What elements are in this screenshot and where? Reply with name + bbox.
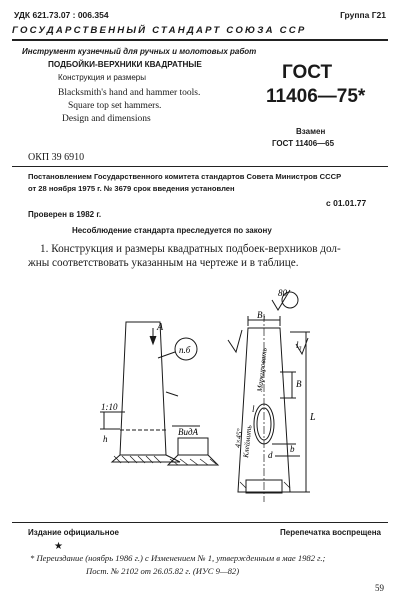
footnote-line-2: Пост. № 2102 от 26.05.82 г. (ИУС 9—82)	[86, 566, 240, 576]
checked-year: Проверен в 1982 г.	[28, 210, 102, 219]
okp-rule	[12, 166, 388, 167]
okp-code: ОКП 39 6910	[28, 152, 85, 163]
label-view-a: ВидA	[178, 427, 199, 437]
page-number: 59	[375, 583, 384, 593]
title-line-1: Инструмент кузнечный для ручных и молотовых работ	[22, 47, 257, 56]
label-b: B	[296, 379, 302, 389]
label-roughness: 80	[278, 288, 287, 298]
state-standard-banner: ГОСУДАРСТВЕННЫЙ СТАНДАРТ СОЮЗА ССР	[12, 25, 307, 36]
label-marking: Маркировать	[255, 347, 269, 393]
label-l: l	[252, 404, 255, 414]
footnote-line-1: * Переиздание (ноябрь 1986 г.) с Изменением № 1, утвержденным в мае 1982 г.;	[30, 553, 326, 563]
header-rule	[12, 39, 388, 41]
technical-drawing	[0, 280, 400, 520]
star-mark: ★	[54, 541, 63, 552]
title-en-2: Square top set hammers.	[68, 101, 162, 111]
label-angle: 4×45°	[233, 428, 245, 449]
decree-line-1: Постановлением Государственного комитета стандартов Совета Министров СССР	[28, 172, 342, 181]
official-edition: Издание официальное	[28, 528, 119, 537]
replaces-label: Взамен	[296, 127, 326, 136]
label-l3: l₃	[296, 340, 302, 350]
footer-rule	[12, 522, 388, 523]
body-para-line-2: жны соответствовать указанным на чертеже и в таблице.	[28, 257, 299, 269]
decree-line-2: от 28 ноября 1975 г. № 3679 срок введения установлен	[28, 184, 235, 193]
title-en-1: Blacksmith's hand and hammer tools.	[58, 88, 201, 98]
label-callout: п.б	[179, 345, 191, 355]
title-line-3: Конструкция и размеры	[58, 73, 146, 82]
decree-date: с 01.01.77	[326, 198, 367, 208]
view-a-outline	[178, 438, 208, 455]
title-line-2: ПОДБОЙКИ-ВЕРХНИКИ КВАДРАТНЫЕ	[48, 60, 202, 69]
group-code: Группа Г21	[340, 10, 386, 20]
label-b1: B₁	[257, 310, 266, 320]
udk-code: УДК 621.73.07 : 006.354	[14, 10, 109, 20]
legal-warning: Несоблюдение стандарта преследуется по закону	[72, 226, 272, 235]
gost-label: ГОСТ	[282, 62, 333, 83]
label-L: L	[310, 412, 316, 423]
label-stamp: Клеймить	[241, 424, 254, 459]
replaces-value: ГОСТ 11406—65	[272, 139, 335, 148]
gost-number: 11406—75*	[266, 86, 366, 107]
reprint-forbidden: Перепечатка воспрещена	[280, 528, 381, 537]
label-b-small: b	[290, 444, 295, 454]
body-para-line-1: 1. Конструкция и размеры квадратных подбоек-верхников дол-	[40, 243, 341, 255]
label-d: d	[268, 450, 273, 460]
tool-side-outline	[120, 322, 166, 455]
label-a: A	[157, 322, 164, 333]
title-en-3: Design and dimensions	[62, 114, 151, 124]
label-taper: 1:10	[101, 402, 118, 412]
label-h: h	[103, 434, 108, 444]
